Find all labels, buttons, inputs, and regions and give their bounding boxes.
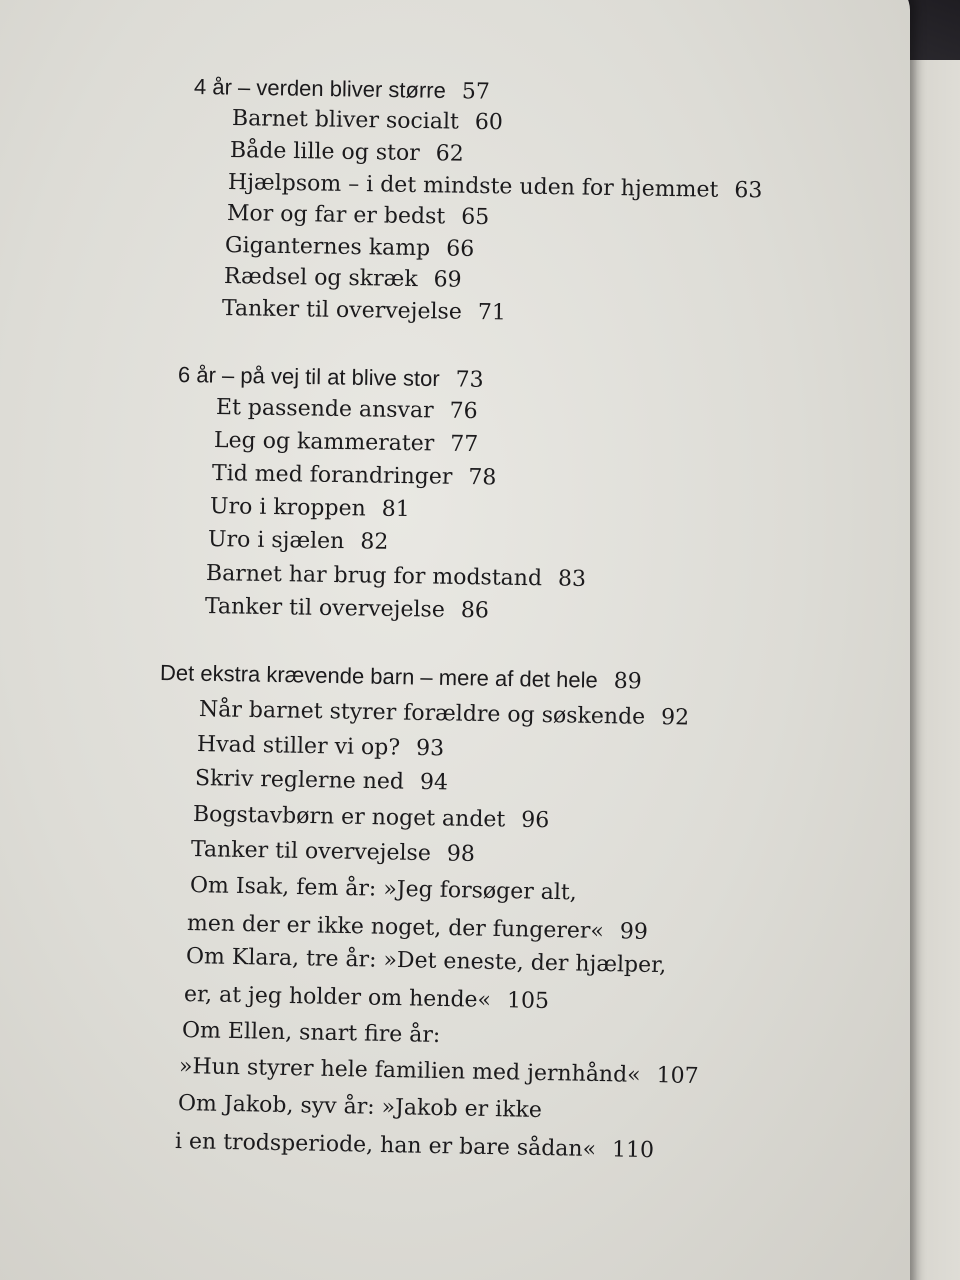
entry-title: Uro i kroppen — [209, 494, 366, 522]
entry-title: Både lille og stor — [229, 138, 420, 166]
page-number: 76 — [449, 398, 478, 425]
page-number: 81 — [381, 496, 410, 523]
page-number: 82 — [360, 529, 389, 555]
page-number: 89 — [613, 668, 642, 695]
page-number: 107 — [656, 1063, 699, 1089]
toc-entry — [187, 913, 648, 944]
page-number: 78 — [468, 465, 497, 491]
page-number: 99 — [619, 919, 649, 945]
toc-entry — [232, 108, 503, 134]
toc-chapter-heading — [178, 364, 484, 392]
entry-title: er, at jeg holder om hende« — [183, 982, 492, 1013]
toc-entry — [227, 203, 490, 229]
toc-entry — [214, 430, 479, 456]
toc-entry — [212, 463, 497, 489]
page-number: 96 — [521, 807, 550, 834]
entry-title-first-line: Om Ellen, snart fire år: — [181, 1018, 441, 1048]
entry-title: i en trodsperiode, han er bare sådan« — [174, 1129, 597, 1163]
entry-title: Skriv reglerne ned — [194, 766, 405, 795]
toc-entry — [222, 298, 506, 324]
page-number: 71 — [477, 300, 507, 326]
toc-entry — [175, 1131, 654, 1162]
entry-title: Tanker til overvejelse — [221, 296, 463, 325]
page-number: 63 — [734, 177, 763, 204]
page-number: 86 — [460, 598, 490, 624]
toc-chapter-heading — [160, 662, 642, 693]
entry-title-first-line: Om Isak, fem år: »Jeg forsøger alt, — [189, 873, 577, 906]
entry-title: Tanker til overvejelse — [190, 837, 432, 867]
page-number: 73 — [455, 367, 484, 393]
chapter-title: 6 år – på vej til at blive stor — [177, 362, 440, 392]
entry-title: Leg og kammerater — [213, 428, 435, 457]
toc-entry-line — [190, 875, 577, 904]
entry-title: Bogstavbørn er noget andet — [192, 802, 506, 833]
entry-title: Barnet bliver socialt — [231, 106, 460, 135]
toc-entry — [184, 984, 549, 1013]
page-number: 65 — [461, 204, 490, 231]
toc-entry — [228, 172, 763, 202]
entry-title: Hjælpsom – i det mindste uden for hjemmet — [227, 170, 719, 203]
page-number: 57 — [461, 79, 491, 105]
page-number: 62 — [435, 141, 464, 167]
toc-entry — [208, 529, 389, 554]
toc-entry — [195, 768, 448, 794]
page-number: 69 — [433, 267, 462, 293]
toc-chapter-heading — [194, 76, 490, 104]
toc-entry — [193, 804, 550, 832]
toc-entry-line — [186, 946, 667, 977]
entry-title-first-line: Om Jakob, syv år: »Jakob er ikke — [177, 1091, 543, 1123]
toc-entry — [199, 699, 690, 730]
entry-title: »Hun styrer hele familien med jernhånd« — [178, 1054, 641, 1088]
page-number: 98 — [446, 841, 476, 867]
toc-entry — [224, 266, 462, 292]
page-number: 83 — [557, 566, 587, 592]
entry-title: Uro i sjælen — [207, 527, 345, 555]
page-number: 105 — [506, 988, 550, 1015]
page-number: 92 — [660, 705, 690, 731]
toc-entry — [206, 563, 586, 591]
page-number: 60 — [474, 109, 503, 136]
toc-entry — [191, 839, 475, 866]
toc-entry — [205, 596, 489, 622]
entry-title: Et passende ansvar — [215, 395, 434, 424]
entry-title: Barnet har brug for modstand — [205, 561, 543, 592]
toc-entry — [197, 734, 445, 760]
page-number: 66 — [446, 236, 475, 262]
toc-entry — [179, 1056, 699, 1088]
entry-title: Tanker til overvejelse — [204, 594, 446, 623]
entry-title: Rædsel og skræk — [223, 264, 418, 293]
entry-title: Hvad stiller vi op? — [196, 732, 401, 761]
entry-title-first-line: Om Klara, tre år: »Det eneste, der hjælper, — [185, 944, 667, 979]
entry-title: Tid med forandringer — [211, 461, 453, 490]
chapter-title: 4 år – verden bliver større — [193, 74, 447, 103]
toc-entry — [230, 140, 464, 166]
page-number: 110 — [611, 1137, 655, 1164]
chapter-title: Det ekstra krævende barn – mere af det hele — [159, 660, 598, 693]
page-number: 94 — [419, 769, 449, 796]
entry-title: men der er ikke noget, der fungerer« — [186, 911, 605, 945]
toc-entry — [210, 496, 410, 521]
toc-entry-line — [182, 1020, 441, 1047]
toc-entry-line — [178, 1093, 542, 1122]
toc-entry — [216, 397, 478, 423]
entry-title: Giganternes kamp — [224, 233, 431, 262]
entry-title: Når barnet styrer forældre og søskende — [198, 697, 646, 730]
entry-title: Mor og far er bedst — [226, 201, 446, 230]
toc-entry — [225, 235, 475, 261]
page-number: 77 — [450, 431, 479, 458]
page-number: 93 — [415, 735, 445, 762]
